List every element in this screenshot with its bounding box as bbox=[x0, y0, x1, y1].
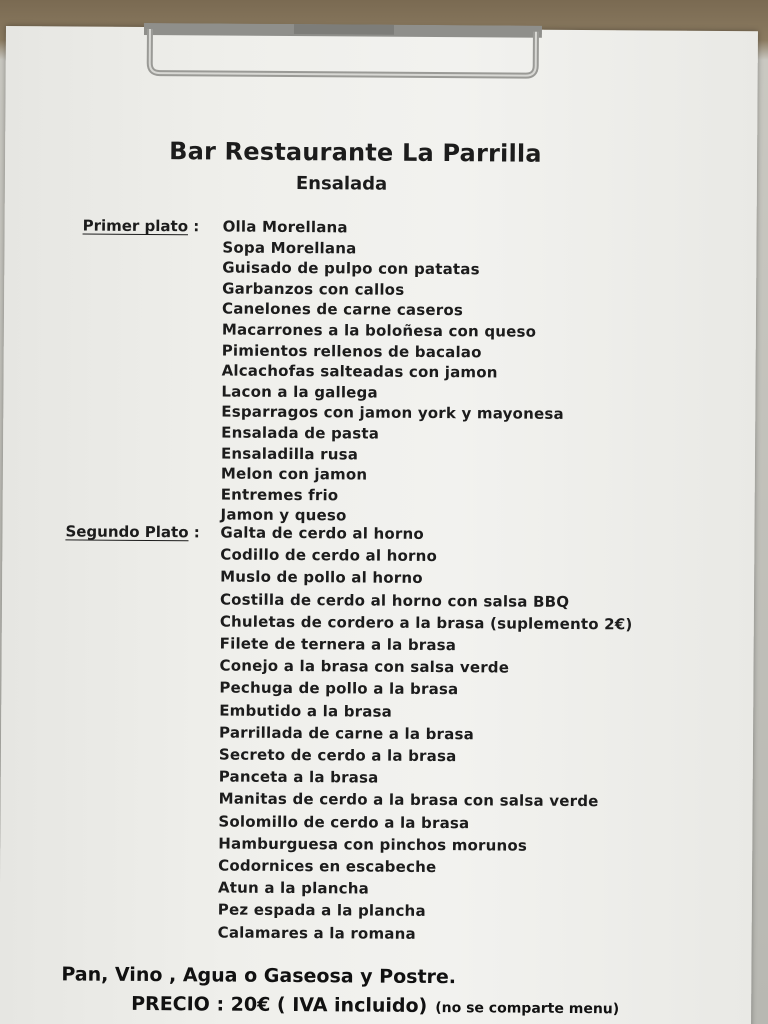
menu-item: Solomillo de cerdo a la brasa bbox=[218, 812, 470, 832]
menu-item: Lacon a la gallega bbox=[221, 382, 378, 402]
menu-item: Entremes frio bbox=[220, 485, 339, 505]
menu-item: Alcachofas salteadas con jamon bbox=[221, 361, 498, 382]
primer-plato-list bbox=[221, 217, 566, 528]
menu-item: Garbanzos con callos bbox=[222, 279, 405, 299]
restaurant-title: Bar Restaurante La Parrilla bbox=[169, 137, 542, 168]
menu-item: Ensaladilla rusa bbox=[220, 444, 359, 463]
menu-item: Secreto de cerdo a la brasa bbox=[218, 745, 457, 766]
menu-item: Chuletas de cordero a la brasa (suplemento 2€) bbox=[219, 612, 633, 634]
menu-item: Codillo de cerdo al horno bbox=[220, 545, 438, 566]
menu-item: Codornices en escabeche bbox=[218, 856, 437, 877]
menu-item: Hamburguesa con pinchos morunos bbox=[218, 834, 528, 855]
menu-item: Esparragos con jamon york y mayonesa bbox=[221, 402, 564, 424]
menu-item: Atun a la plancha bbox=[217, 878, 370, 898]
menu-item: Muslo de pollo al horno bbox=[220, 567, 423, 588]
menu-item: Canelones de carne caseros bbox=[221, 299, 464, 320]
included-items: Pan, Vino , Agua o Gaseosa y Postre. bbox=[61, 963, 457, 989]
section-label-segundo-plato: Segundo Plato : bbox=[65, 522, 200, 542]
menu-item: Embutido a la brasa bbox=[219, 701, 393, 721]
section-label-primer-plato: Primer plato : bbox=[82, 216, 200, 236]
starter-heading: Ensalada bbox=[295, 173, 388, 195]
menu-item: Macarrones a la boloñesa con queso bbox=[221, 320, 537, 341]
menu-item: Sopa Morellana bbox=[222, 238, 357, 258]
menu-item: Pechuga de pollo a la brasa bbox=[219, 678, 459, 699]
menu-item: Filete de ternera a la brasa bbox=[219, 634, 457, 655]
clipboard-clip-icon bbox=[144, 23, 542, 80]
menu-item: Galta de cerdo al horno bbox=[220, 523, 424, 543]
menu-item: Ensalada de pasta bbox=[221, 423, 380, 443]
menu-item: Conejo a la brasa con salsa verde bbox=[219, 656, 510, 677]
menu-item: Pimientos rellenos de bacalao bbox=[221, 341, 482, 361]
menu-item: Parrillada de carne a la brasa bbox=[219, 723, 475, 744]
menu-item: Costilla de cerdo al horno con salsa BBQ bbox=[219, 590, 570, 611]
menu-item: Melon con jamon bbox=[220, 464, 368, 484]
menu-item: Manitas de cerdo a la brasa con salsa verde bbox=[218, 789, 599, 811]
menu-sheet bbox=[0, 26, 758, 1024]
menu-item: Guisado de pulpo con patatas bbox=[222, 258, 480, 279]
sharing-note: (no se comparte menu) bbox=[435, 1000, 620, 1018]
menu-item: Pez espada a la plancha bbox=[217, 900, 426, 921]
menu-item: Jamon y queso bbox=[220, 505, 347, 525]
segundo-plato-list bbox=[218, 522, 634, 947]
menu-item: Calamares a la romana bbox=[217, 923, 416, 943]
price-line bbox=[131, 993, 619, 1018]
menu-item: Olla Morellana bbox=[222, 217, 348, 237]
price-text: PRECIO : 20€ ( IVA incluido) bbox=[131, 992, 428, 1017]
menu-item: Panceta a la brasa bbox=[218, 767, 379, 787]
